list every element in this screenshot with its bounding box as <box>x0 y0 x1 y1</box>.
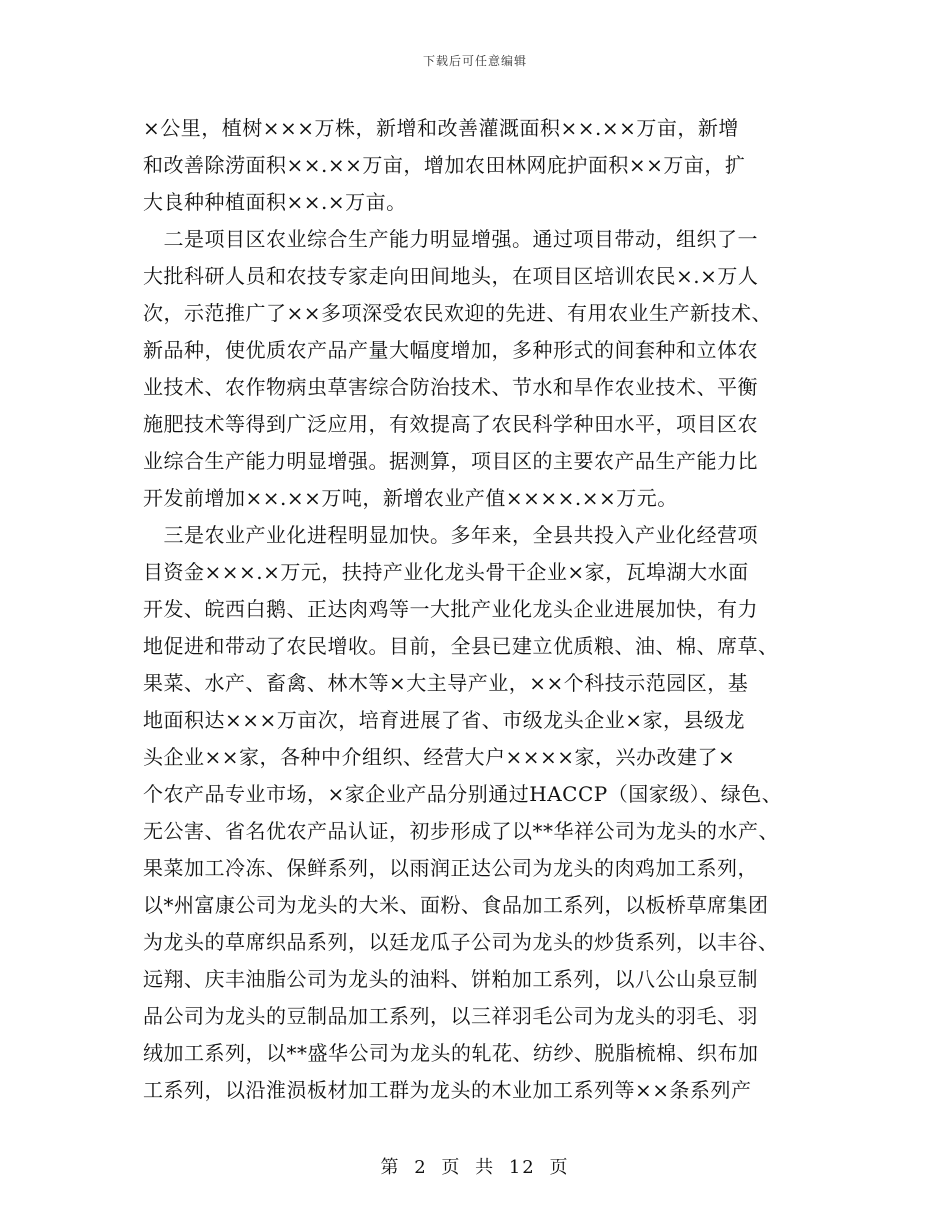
text-line: 业综合生产能力明显增强。据测算，项目区的主要农产品生产能力比 <box>143 449 758 473</box>
text-line: 业技术、农作物病虫草害综合防治技术、节水和旱作农业技术、平衡 <box>143 375 758 399</box>
text-line: 目资金×××.×万元，扶持产业化龙头骨干企业×家，瓦埠湖大水面 <box>143 560 749 584</box>
document-body <box>143 110 803 1109</box>
text-line: 为龙头的草席织品系列，以廷龙瓜子公司为龙头的炒货系列，以丰谷、 <box>143 930 779 954</box>
text-line: 绒加工系列，以**盛华公司为龙头的轧花、纺纱、脱脂梳棉、织布加 <box>143 1041 759 1065</box>
text-line: ×公里，植树×××万株，新增和改善灌溉面积××.××万亩，新增 <box>143 116 739 140</box>
text-line: 三是农业产业化进程明显加快。多年来，全县共投入产业化经营项 <box>143 523 758 547</box>
text-line: 头企业××家，各种中介组织、经营大户××××家，兴办改建了× <box>143 745 736 769</box>
text-line: 新品种，使优质农产品产量大幅度增加，多种形式的间套种和立体农 <box>143 338 758 362</box>
text-line: 无公害、省名优农产品认证，初步形成了以**华祥公司为龙头的水产、 <box>143 819 779 843</box>
text-line: 和改善除涝面积××.××万亩，增加农田林网庇护面积××万亩，扩 <box>143 153 746 177</box>
text-line: 品公司为龙头的豆制品加工系列，以三祥羽毛公司为龙头的羽毛、羽 <box>143 1004 758 1028</box>
text-line: 开发前增加××.××万吨，新增农业产值××××.××万元。 <box>143 486 678 510</box>
text-line: 次，示范推广了××多项深受农民欢迎的先进、有用农业生产新技术、 <box>143 301 773 325</box>
text-line: 个农产品专业市场，×家企业产品分别通过HACCP（国家级）、绿色、 <box>143 782 783 806</box>
text-line: 开发、皖西白鹅、正达肉鸡等一大批产业化龙头企业进展加快，有力 <box>143 597 758 621</box>
text-line: 地面积达×××万亩次，培育进展了省、市级龙头企业×家，县级龙 <box>143 708 746 732</box>
text-line: 大良种种植面积××.×万亩。 <box>143 190 407 214</box>
text-line: 果菜加工冷冻、保鲜系列，以雨润正达公司为龙头的肉鸡加工系列， <box>143 856 758 880</box>
text-line: 工系列，以沿淮涢板材加工群为龙头的木业加工系列等××条系列产 <box>143 1078 752 1102</box>
text-line: 果菜、水产、畜禽、林木等×大主导产业，××个科技示范园区，基 <box>143 671 749 695</box>
text-line: 二是项目区农业综合生产能力明显增强。通过项目带动，组织了一 <box>143 227 758 251</box>
page-header: 下载后可任意编辑 <box>422 54 527 68</box>
text-line: 远翔、庆丰油脂公司为龙头的油料、饼粕加工系列，以八公山泉豆制 <box>143 967 758 991</box>
text-line: 以*州富康公司为龙头的大米、面粉、食品加工系列，以板桥草席集团 <box>143 893 769 917</box>
text-line: 地促进和带动了农民增收。目前，全县已建立优质粮、油、棉、席草、 <box>143 634 779 658</box>
text-line: 施肥技术等得到广泛应用，有效提高了农民科学种田水平，项目区农 <box>143 412 758 436</box>
page-number: 第 2 页 共 12 页 <box>380 1157 570 1178</box>
text-line: 大批科研人员和农技专家走向田间地头，在项目区培训农民×.×万人 <box>143 264 759 288</box>
